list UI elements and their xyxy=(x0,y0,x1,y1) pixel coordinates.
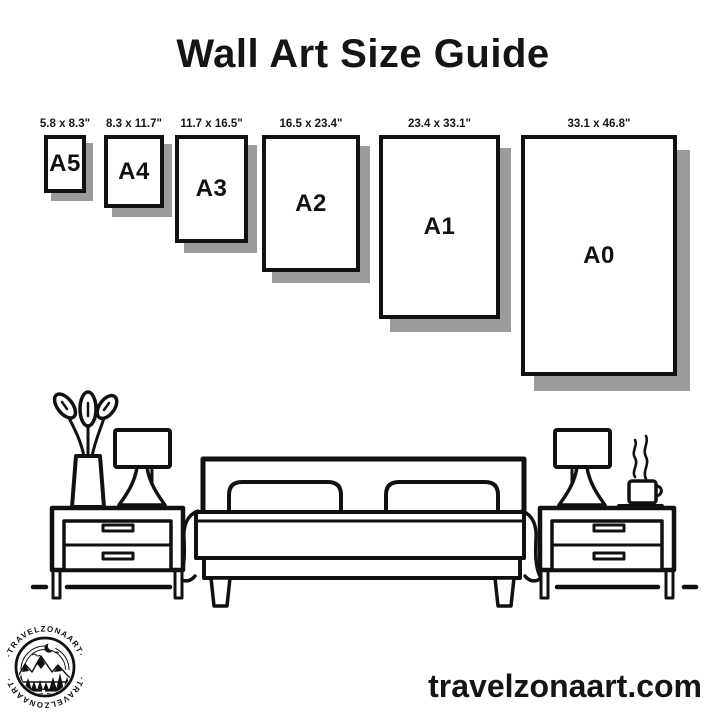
nightstand-right-illustration xyxy=(540,508,674,598)
bed-foot-left xyxy=(211,578,230,606)
page-title: Wall Art Size Guide xyxy=(176,32,550,76)
coffee-cup-illustration xyxy=(619,436,662,506)
size-dimension-label: 5.8 x 8.3" xyxy=(39,118,91,130)
lamp-base xyxy=(559,467,605,505)
drawer-handle xyxy=(594,553,624,559)
size-frame-a2 xyxy=(262,118,360,272)
size-frame-a5 xyxy=(39,118,91,193)
size-frame-a1 xyxy=(379,118,500,319)
cup xyxy=(629,481,656,503)
size-code-label: A4 xyxy=(118,157,150,185)
lamp-shade xyxy=(555,430,610,467)
drawer-handle xyxy=(103,525,133,531)
logo-arc-text-top: ·TRAVELZONAART· xyxy=(4,624,86,659)
lamp-shade xyxy=(115,430,170,467)
bed-foot-right xyxy=(495,578,514,606)
pillow-left xyxy=(229,482,341,512)
table-lamp-left-illustration xyxy=(115,430,170,505)
logo-arc-text-bottom: ·TRAVELZONAART· xyxy=(4,675,86,710)
size-dimension-label: 23.4 x 33.1" xyxy=(407,118,472,130)
size-code-label: A3 xyxy=(195,175,228,202)
pillow-right xyxy=(386,482,498,512)
website-url: travelzonaart.com xyxy=(428,668,702,704)
lamp-base xyxy=(119,467,165,505)
steam xyxy=(645,436,647,479)
travelzonaart-logo xyxy=(2,624,88,710)
size-dimension-label: 33.1 x 46.8" xyxy=(567,118,631,130)
table-lamp-right-illustration xyxy=(555,430,610,505)
bedroom-illustration xyxy=(0,378,720,613)
size-code-label: A0 xyxy=(583,241,615,269)
size-frame-a4 xyxy=(104,118,164,208)
steam xyxy=(634,440,636,477)
bed-illustration xyxy=(179,459,541,606)
size-frame-a3 xyxy=(175,118,248,243)
drawer-handle xyxy=(594,525,624,531)
plant-vase-illustration xyxy=(50,390,120,507)
nightstand-left-illustration xyxy=(52,508,183,598)
size-dimension-label: 11.7 x 16.5" xyxy=(180,118,243,130)
size-code-label: A2 xyxy=(295,189,327,217)
vase xyxy=(72,456,104,507)
size-frame-a0 xyxy=(521,118,677,376)
size-dimension-label: 16.5 x 23.4" xyxy=(279,118,343,130)
size-dimension-label: 8.3 x 11.7" xyxy=(106,118,162,130)
drawer-handle xyxy=(103,553,133,559)
size-code-label: A5 xyxy=(49,150,81,177)
size-code-label: A1 xyxy=(423,213,456,240)
